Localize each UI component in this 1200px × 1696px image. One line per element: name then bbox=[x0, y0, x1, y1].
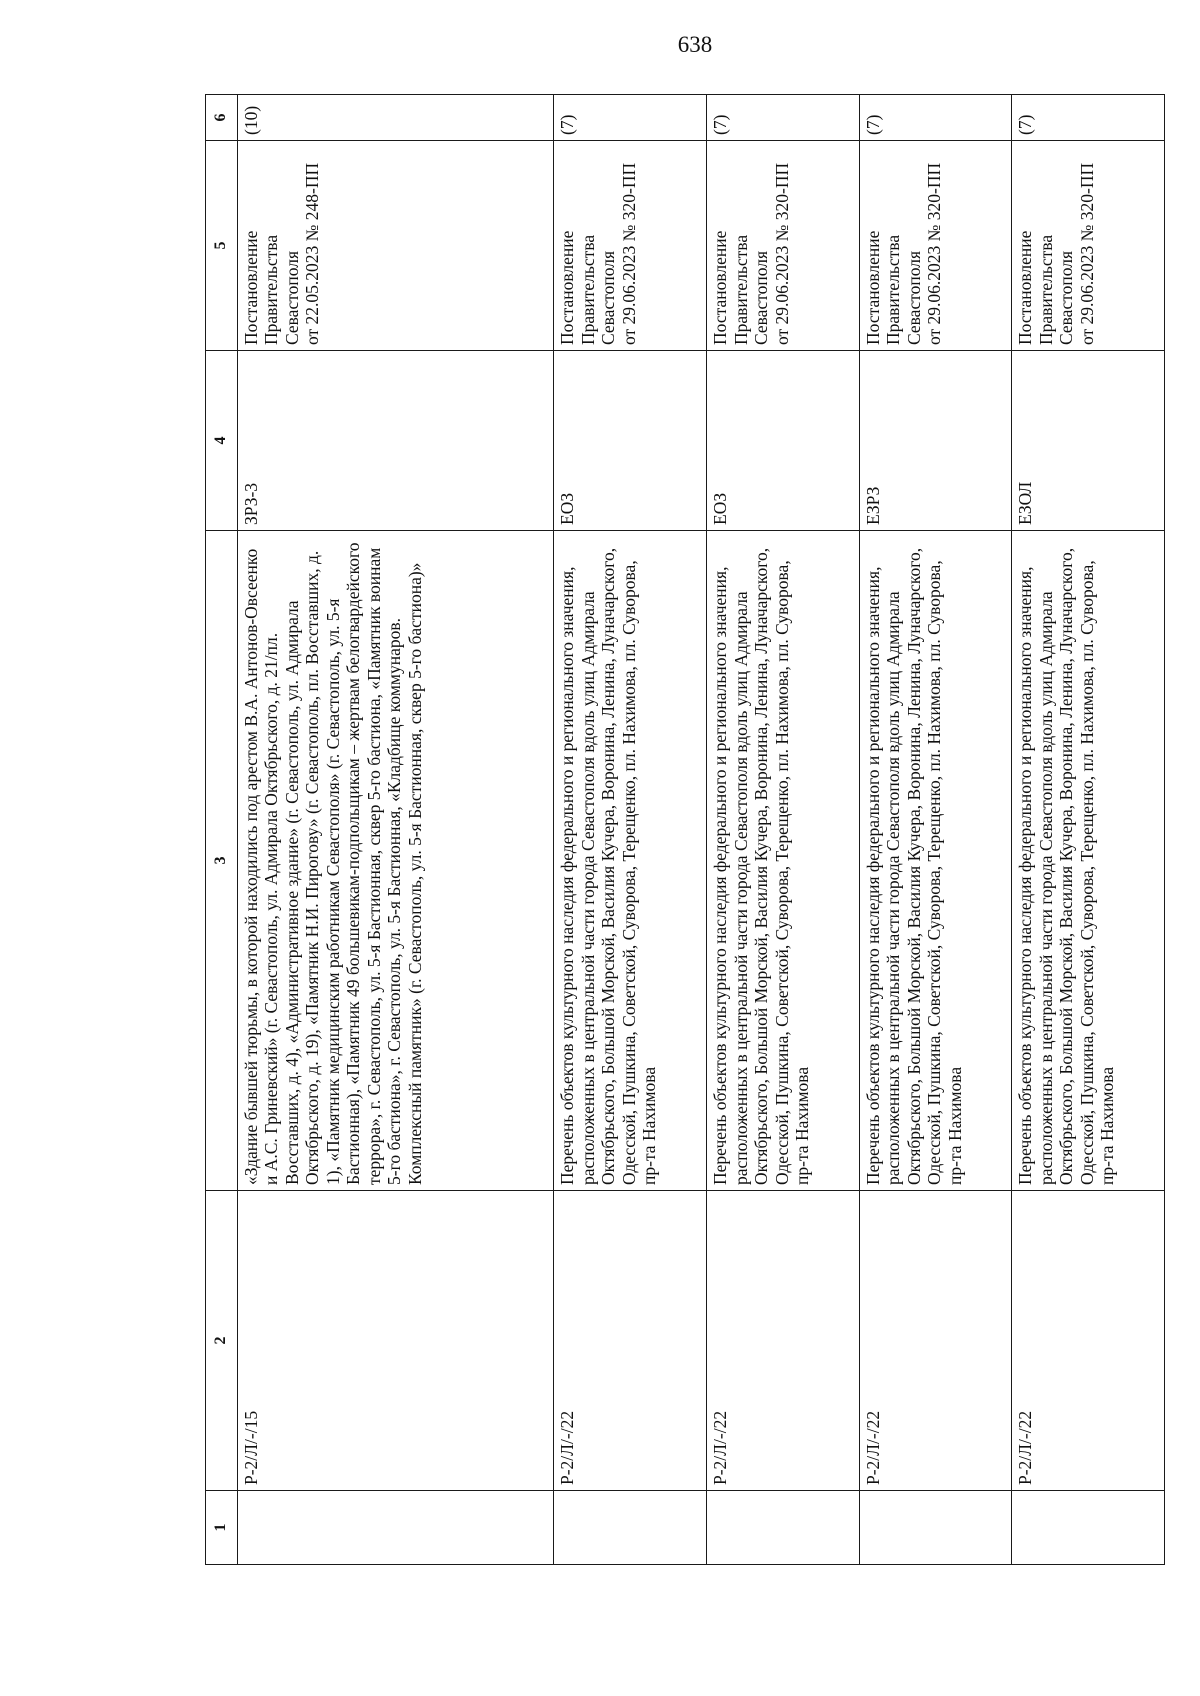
note-cell: (10) bbox=[237, 95, 554, 141]
note-cell: (7) bbox=[1012, 95, 1165, 141]
column-header: 1 bbox=[206, 1491, 238, 1565]
zone-type-cell: ЕЗОЛ bbox=[1012, 351, 1165, 531]
column-header: 3 bbox=[206, 531, 238, 1191]
note-cell: (7) bbox=[554, 95, 707, 141]
zone-code-cell: Р-2/Л/-/15 bbox=[237, 1191, 554, 1491]
legal-act-cell bbox=[554, 141, 707, 351]
table-row bbox=[554, 95, 707, 1565]
zone-type-cell: ЕОЗ bbox=[554, 351, 707, 531]
legal-act-text: Постановление Правительства Севастополя от 29.06.2023 № 320-ПП bbox=[862, 162, 945, 345]
object-description-cell: Перечень объектов культурного наследия федерального и регионального значения, расположенных в центральной части города Севастополя вдоль улиц Адмирала Октябрьского, Большой Морской, Василия Кучера, Воронина, Ленина, Луначарского, Одесской, Пушкина, Советской, Суворова, Терещенко, пл. Нахимова, пл. Суворова, пр-та Нахимова bbox=[859, 531, 1012, 1191]
row-number-cell bbox=[859, 1491, 1012, 1565]
zone-code-cell: Р-2/Л/-/22 bbox=[859, 1191, 1012, 1491]
zone-code-cell: Р-2/Л/-/22 bbox=[554, 1191, 707, 1491]
register-table bbox=[205, 94, 1165, 1565]
rotated-table-wrapper bbox=[205, 95, 1165, 1565]
object-description-cell: Перечень объектов культурного наследия федерального и регионального значения, расположенных в центральной части города Севастополя вдоль улиц Адмирала Октябрьского, Большой Морской, Василия Кучера, Воронина, Ленина, Луначарского, Одесской, Пушкина, Советской, Суворова, Терещенко, пл. Нахимова, пл. Суворова, пр-та Нахимова bbox=[707, 531, 860, 1191]
table-header-row bbox=[206, 95, 238, 1565]
row-number-cell bbox=[554, 1491, 707, 1565]
column-header: 2 bbox=[206, 1191, 238, 1491]
zone-type-cell: ЗРЗ-3 bbox=[237, 351, 554, 531]
table-row bbox=[859, 95, 1012, 1565]
zone-code-cell: Р-2/Л/-/22 bbox=[1012, 1191, 1165, 1491]
zone-type-cell: ЕОЗ bbox=[707, 351, 860, 531]
table-row bbox=[237, 95, 554, 1565]
legal-act-cell bbox=[707, 141, 860, 351]
note-cell: (7) bbox=[707, 95, 860, 141]
object-description-cell: Перечень объектов культурного наследия федерального и регионального значения, расположенных в центральной части города Севастополя вдоль улиц Адмирала Октябрьского, Большой Морской, Василия Кучера, Воронина, Ленина, Луначарского, Одесской, Пушкина, Советской, Суворова, Терещенко, пл. Нахимова, пл. Суворова, пр-та Нахимова bbox=[1012, 531, 1165, 1191]
object-description-cell: «Здание бывшей тюрьмы, в которой находились под арестом В.А. Антонов-Овсеенко и А.С. Гриневский» (г. Севастополь, ул. Адмирала Октябрьского, д. 21/пл. Восставших, д. 4), «Административное здание» (г. Севастополь, ул. Адмирала Октябрьского, д. 19), «Памятник Н.И. Пирогову» (г. Севастополь, пл. Восставших, д. 1), «Памятник медицинским работникам Севастополя» (г. Севастополь, ул. 5-я Бастионная), «Памятник 49 большевикам-подпольщикам – жертвам белогвардейского террора», г. Севастополь, ул. 5-я Бастионная, сквер 5-го бастиона, «Памятник воинам 5-го бастиона», г. Севастополь, ул. 5-я Бастионная, «Кладбище коммунаров. Комплексный памятник» (г. Севастополь, ул. 5-я Бастионная, сквер 5-го бастиона)» bbox=[237, 531, 554, 1191]
legal-act-text: Постановление Правительства Севастополя от 29.06.2023 № 320-ПП bbox=[557, 162, 639, 345]
table-row bbox=[707, 95, 860, 1565]
zone-code-cell: Р-2/Л/-/22 bbox=[707, 1191, 860, 1491]
legal-act-text: Постановление Правительства Севастополя от 29.06.2023 № 320-ПП bbox=[710, 162, 792, 345]
legal-act-text: Постановление Правительства Севастополя от 22.05.2023 № 248-ПП bbox=[240, 162, 323, 345]
table-row bbox=[1012, 95, 1165, 1565]
legal-act-cell bbox=[237, 141, 554, 351]
column-header: 4 bbox=[206, 351, 238, 531]
zone-type-cell: ЕЗРЗ bbox=[859, 351, 1012, 531]
legal-act-cell bbox=[859, 141, 1012, 351]
page-number: 638 bbox=[677, 32, 713, 57]
column-header: 5 bbox=[206, 141, 238, 351]
row-number-cell bbox=[707, 1491, 860, 1565]
column-header: 6 bbox=[206, 95, 238, 141]
object-description-cell: Перечень объектов культурного наследия федерального и регионального значения, расположенных в центральной части города Севастополя вдоль улиц Адмирала Октябрьского, Большой Морской, Василия Кучера, Воронина, Ленина, Луначарского, Одесской, Пушкина, Советской, Суворова, Терещенко, пл. Нахимова, пл. Суворова, пр-та Нахимова bbox=[554, 531, 707, 1191]
row-number-cell bbox=[1012, 1491, 1165, 1565]
legal-act-text: Постановление Правительства Севастополя от 29.06.2023 № 320-ПП bbox=[1015, 162, 1097, 345]
note-cell: (7) bbox=[859, 95, 1012, 141]
legal-act-cell bbox=[1012, 141, 1165, 351]
row-number-cell bbox=[237, 1491, 554, 1565]
